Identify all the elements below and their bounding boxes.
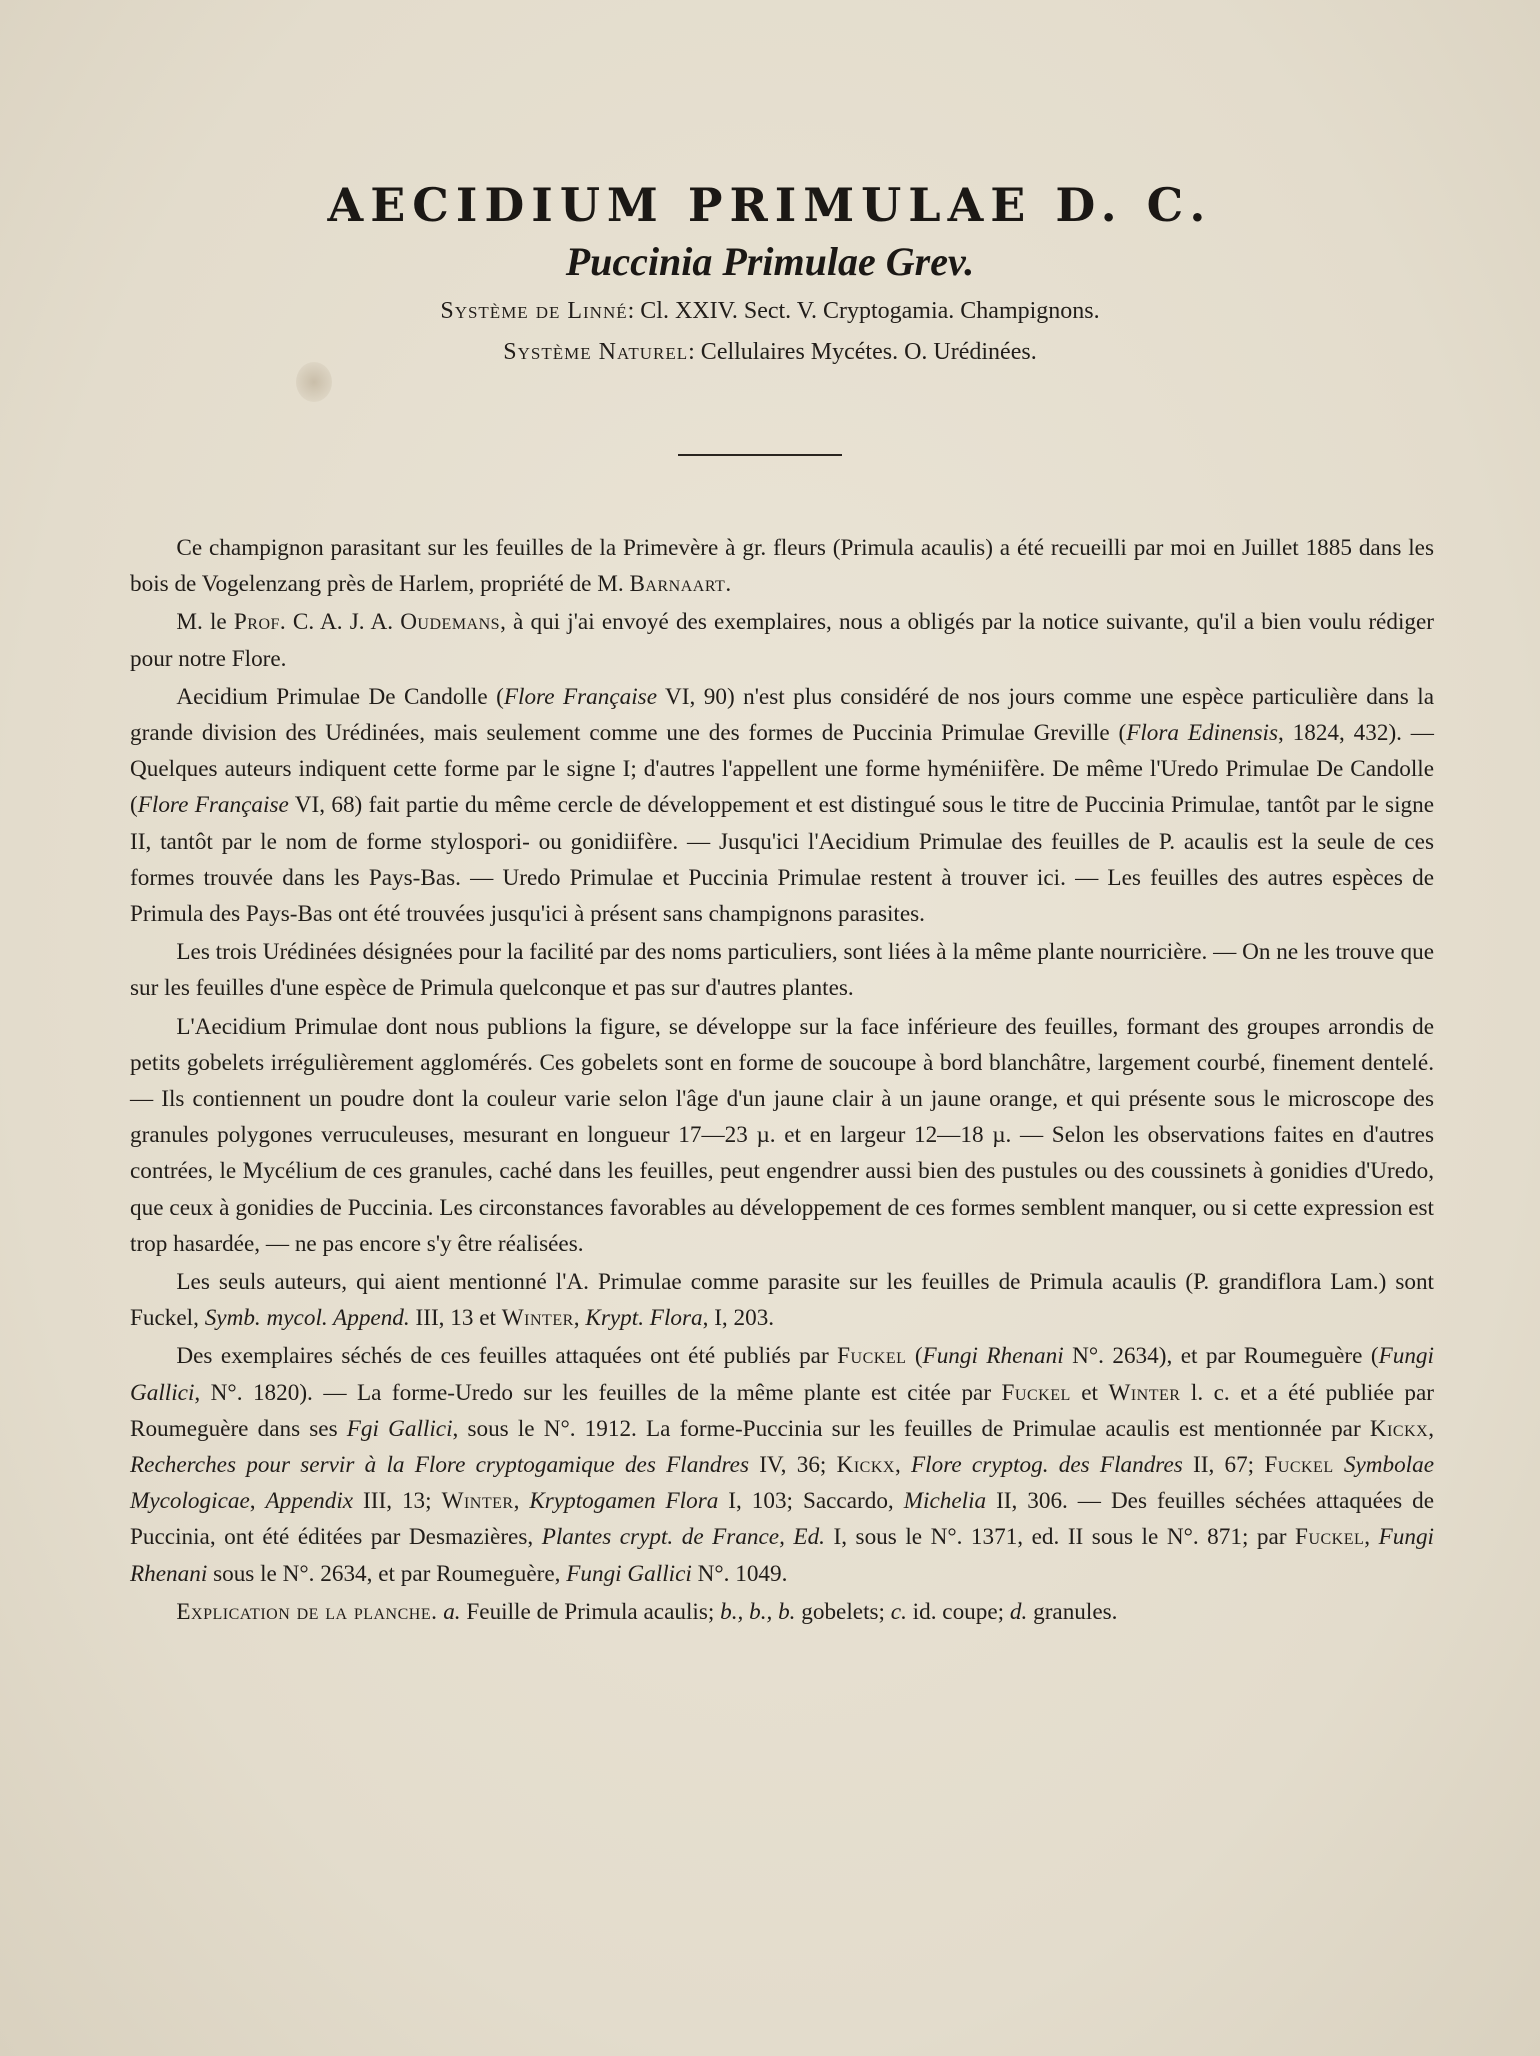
figure-key: c. [890, 1598, 907, 1625]
text-run: I, 103; Saccardo, [718, 1488, 904, 1515]
paragraph-1 [130, 530, 1434, 602]
title-abbrev: Prof [233, 609, 280, 636]
text-run: , [1364, 1524, 1379, 1551]
figure-key: d. [1009, 1598, 1028, 1625]
author-name: Winter [1108, 1379, 1181, 1406]
figure-key: b., b., b. [720, 1598, 796, 1625]
text-run: , 1824, 432). — Quelques auteurs indiquent cette forme par le signe I; d'autres l'appellent une forme hyméniifère. De même l'Uredo Primulae De Candolle ( [130, 720, 1434, 819]
paragraph-5: L'Aecidium Primulae dont nous publions la figure, se développe sur la face inférieure des feuilles, formant des groupes arrondis de petits gobelets irrégulièrement agglomérés. Ces gobelets sont en forme de soucoupe à bord blanchâtre, largement courbé, finement dentelé. — Ils contiennent un poudre dont la couleur varie selon l'âge d'un jaune clair à un jaune orange, et qui présente sous le microscope des granules polygones verruculeuses, mesurant en longueur 17—23 µ. et en largeur 12—18 µ. — Selon les observations faites en d'autres contrées, le Mycélium de ces granules, caché dans les feuilles, peut engendrer aussi bien des pustules ou des coussinets à gonidies d'Uredo, que ceux à gonidies de Puccinia. Les circonstances favorables au développement de ces formes semblent manquer, ou si cette expression est trop hasardée, — ne pas encore s'y être réalisées. [130, 1013, 1434, 1257]
system-naturel [0, 339, 1540, 366]
citation: Flore Française [503, 683, 657, 710]
author-name: Kickx [1369, 1415, 1429, 1442]
citation: Fgi Gallici [346, 1415, 453, 1442]
text-run: I, sous le N°. 1371, ed. II sous le N°. 871; par [824, 1524, 1296, 1551]
text-run: Feuille de Primula acaulis; [460, 1598, 721, 1625]
text-run: . C. A. J. A. [279, 609, 401, 636]
citation: Krypt. Flora [585, 1305, 703, 1332]
text-run: , [894, 1452, 911, 1479]
citation: Fungi Rhenani [922, 1343, 1064, 1370]
author-name: Fuckel [1001, 1379, 1071, 1406]
text-run: l. c. et a été publiée par Roumeguère dans ses [130, 1379, 1434, 1442]
text-run: Des exemplaires séchés de ces feuilles attaquées ont été publiés par [176, 1343, 838, 1370]
text-run: , à qui j'ai envoyé des exemplaires, nous a obligés par la notice suivante, qu'il a bien voulu rédiger pour notre Flore. [130, 609, 1434, 672]
body-text [130, 530, 1434, 1632]
plate-explanation-label: Explication de la planche. [176, 1598, 438, 1625]
text-run: N°. 2634), et par Roumeguère ( [1063, 1343, 1379, 1370]
paper-stain [296, 362, 332, 402]
citation: Fungi Gallici [566, 1560, 692, 1587]
author-name: Barnaart [629, 571, 726, 598]
paragraph-3 [130, 679, 1434, 932]
text-run: , [249, 1488, 266, 1515]
text-run: II, 67; [1182, 1452, 1265, 1479]
text-run: granules. [1027, 1598, 1118, 1625]
system-linne-value: : Cl. XXIV. Sect. V. Cryptogamia. Champignons. [627, 298, 1100, 324]
author-name: Fuckel [1264, 1452, 1334, 1479]
author-name: Winter [501, 1305, 574, 1332]
text-run: , [573, 1305, 586, 1332]
paragraph-7 [130, 1338, 1434, 1591]
citation: Symb. mycol. Append. [204, 1305, 410, 1332]
citation: Flora Edinensis [1126, 720, 1279, 747]
author-name: Kickx [836, 1452, 895, 1479]
system-linne [0, 298, 1540, 325]
text-run: II, 306. — Des feuilles séchées attaquées de Puccinia, ont été éditées par Desmazières, [130, 1488, 1435, 1551]
text-run: M. le [176, 609, 234, 636]
system-naturel-value: : Cellulaires Mycétes. O. Urédinées. [688, 339, 1037, 365]
author-name: Winter [441, 1488, 514, 1515]
citation: Flore cryptog. des Flandres [911, 1452, 1183, 1479]
citation: Fungi Gallici [130, 1343, 1434, 1406]
text-run: . [725, 571, 732, 598]
text-run: IV, 36; [748, 1452, 837, 1479]
figure-key: a. [437, 1598, 461, 1625]
text-run: N°. 1049. [691, 1560, 788, 1587]
plate-explanation [130, 1594, 1434, 1630]
text-run: VI, 90) n'est plus considéré de nos jours comme une espèce particulière dans la grande division des Urédinées, mais seulement comme une des formes de Puccinia Primulae Greville ( [130, 683, 1434, 747]
text-run: , [513, 1488, 530, 1515]
system-linne-label: Système de Linné [440, 298, 628, 324]
text-run: ( [906, 1343, 923, 1370]
paragraph-2 [130, 604, 1434, 676]
text-run: III, 13; [353, 1488, 442, 1515]
separator-rule [678, 454, 842, 456]
text-run: , sous le N°. 1912. La forme-Puccinia sur les feuilles de Primulae acaulis est mentionnée par [452, 1415, 1370, 1442]
citation: Flore Française [137, 792, 289, 819]
text-run: Les seuls auteurs, qui aient mentionné l'A. Primulae comme parasite sur les feuilles de Primula acaulis (P. grandiflora Lam.) sont Fuckel, [130, 1269, 1434, 1332]
text-run: , N°. 1820). — La forme-Uredo sur les feuilles de la même plante est citée par [194, 1379, 1002, 1406]
paragraph-4: Les trois Urédinées désignées pour la facilité par des noms particuliers, sont liées à la même plante nourricière. — On ne les trouve que sur les feuilles d'une espèce de Primula quelconque et pas sur d'autres plantes. [130, 939, 1434, 1002]
citation: Kryptogamen Flora [529, 1488, 719, 1515]
citation: Plantes crypt. de France, Ed. [541, 1524, 825, 1551]
citation: Symbolae Mycologicae [130, 1452, 1435, 1515]
text-run: Ce champignon parasitant sur les feuilles de la Primevère à gr. fleurs (Primula acaulis) a été recueilli par moi en Juillet 1885 dans les bois de Vogelenzang près de Harlem, propriété de M. [130, 535, 1434, 598]
author-name: Fuckel [837, 1343, 907, 1370]
page-subtitle: Puccinia Primulae Grev. [565, 239, 975, 284]
text-run: Aecidium Primulae De Candolle ( [176, 683, 504, 710]
text-run: gobelets; [795, 1598, 891, 1625]
citation: Appendix [265, 1488, 354, 1515]
citation: Michelia [903, 1488, 987, 1515]
text-run: III, 13 et [409, 1305, 502, 1332]
citation: Recherches pour servir à la Flore cryptogamique des Flandres [130, 1452, 749, 1479]
text-run: sous le N°. 2634, et par Roumeguère, [207, 1560, 567, 1587]
text-run: VI, 68) fait partie du même cercle de développement et est distingué sous le titre de Puccinia Primulae, tantôt par le signe II, tantôt par le nom de forme stylospori- ou gonidiifère. — Jusqu'ici l'Aecidium Primulae des feuilles de P. acaulis est la seule de ces formes trouvée dans les Pays-Bas. — Uredo Primulae et Puccinia Primulae restent à trouver ici. — Les feuilles des autres espèces de Primula des Pays-Bas ont été trouvées jusqu'ici à présent sans champignons parasites. [130, 792, 1434, 928]
system-naturel-label: Système Naturel [503, 339, 689, 365]
text-run [1334, 1452, 1344, 1478]
author-name: Oudemans [400, 609, 501, 636]
paragraph-6 [130, 1264, 1434, 1336]
citation: Fungi Rhenani [130, 1524, 1434, 1587]
page-title: AECIDIUM PRIMULAE D. C. [327, 178, 1213, 232]
author-name: Fuckel [1295, 1524, 1365, 1551]
text-run: , I, 203. [702, 1305, 775, 1332]
text-run: et [1070, 1379, 1109, 1406]
text-run: id. coupe; [906, 1598, 1010, 1625]
text-run: , [1428, 1415, 1434, 1442]
